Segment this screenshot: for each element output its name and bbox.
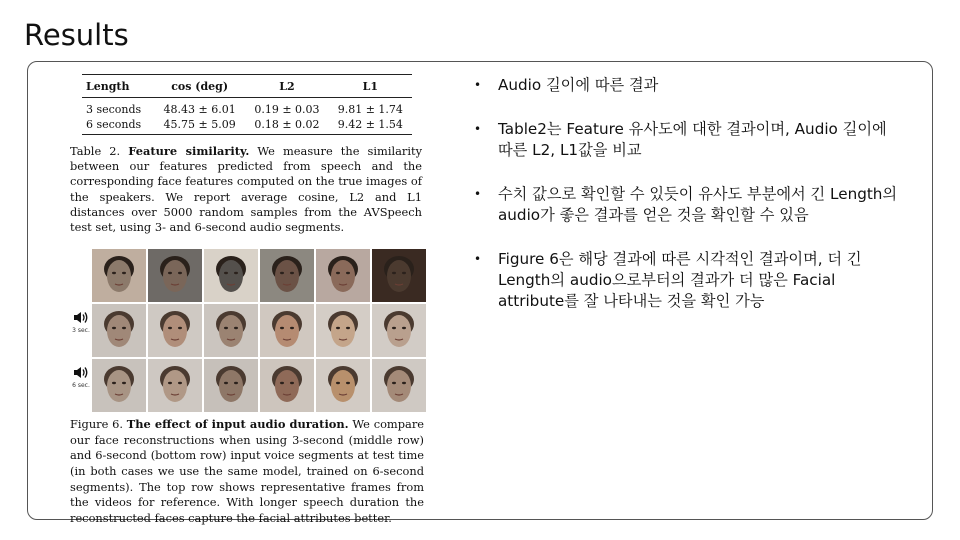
face-thumbnail [148,304,202,357]
table-header-l1: L1 [362,80,378,93]
row-label-6sec [70,366,92,389]
bullet-item: • 수치 값으로 확인할 수 있듯이 유사도 부분에서 긴 Length의 audio가 좋은 결과를 얻은 것을 확인할 수 있음 [474,185,898,224]
face-thumbnail [92,304,146,357]
paper-excerpt [70,74,430,526]
table-caption [70,144,422,235]
row-label-text: 3 sec. [72,327,90,335]
table-caption-prefix: Table 2. [70,144,121,158]
table-header-cos: cos (deg) [171,80,229,93]
face-figure [70,249,430,409]
slide-title: Results [24,18,129,52]
bullet-item: • Figure 6은 해당 결과에 따른 시각적인 결과이며, 더 긴 Length의 audio으로부터의 결과가 더 많은 Facial attribute를 잘 나타내는 것을 확인 가능 [474,250,862,310]
table-header-l2: L2 [279,80,295,93]
bullet-item: • Table2는 Feature 유사도에 대한 결과이며, Audio 길이에 따른 L2, L1값을 비교 [474,120,887,159]
table-cell: 45.75 ± 5.09 [163,118,236,131]
table-caption-body: We measure the similarity between our features predicted from speech and the corresponding face features computed on the true images of the speakers. We report average cosine, L2 and L1 distances over 5000 random samples from the AVSpeech test set, using 3- and 6-second audio segments. [70,144,423,235]
face-thumbnail [92,249,146,302]
results-table [82,74,412,135]
face-thumbnail [204,359,258,412]
face-thumbnail [148,359,202,412]
face-grid [92,249,426,412]
table-header-length: Length [86,80,130,93]
row-label-3sec [70,311,92,334]
bullet-dot: • [474,187,482,201]
bullet-dot: • [474,252,482,266]
table-caption-title: Feature similarity. [128,144,250,158]
table-row [82,98,412,118]
face-thumbnail [372,359,426,412]
bullet-dot: • [474,122,482,136]
row-label-text: 6 sec. [72,382,90,390]
face-thumbnail [260,304,314,357]
bullet-item: • Audio 길이에 따른 결과 [474,76,659,94]
bullet-list [472,75,902,335]
face-thumbnail [204,304,258,357]
face-thumbnail [316,359,370,412]
face-thumbnail [148,249,202,302]
table-cell: 48.43 ± 6.01 [163,103,236,116]
speaker-icon [73,311,89,324]
speaker-icon [73,366,89,379]
face-thumbnail [204,249,258,302]
table-cell: 9.81 ± 1.74 [337,103,403,116]
table-cell: 3 seconds [86,103,142,116]
figure-caption-prefix: Figure 6. [70,417,123,432]
face-thumbnail [260,249,314,302]
table-cell: 0.19 ± 0.03 [254,103,320,116]
face-thumbnail [316,249,370,302]
figure-caption [70,417,424,526]
face-thumbnail [316,304,370,357]
bullet-dot: • [474,78,482,92]
face-thumbnail [92,359,146,412]
figure-caption-body: We compare our face reconstructions when using 3-second (middle row) and 6-second (bottom row) input voice segments at test time (in both cases we use the same model, trained on 6-second segments). The top row shows representative frames from the videos for reference. With longer speech duration the reconstructed faces capture the facial attributes better. [70,417,425,525]
figure-caption-title: The effect of input audio duration. [126,417,349,432]
table-header-row [82,75,412,98]
face-thumbnail [260,359,314,412]
face-thumbnail [372,249,426,302]
table-cell: 0.18 ± 0.02 [254,118,320,131]
table-cell: 9.42 ± 1.54 [337,118,403,131]
face-thumbnail [372,304,426,357]
table-row [82,117,412,135]
table-cell: 6 seconds [86,118,142,131]
